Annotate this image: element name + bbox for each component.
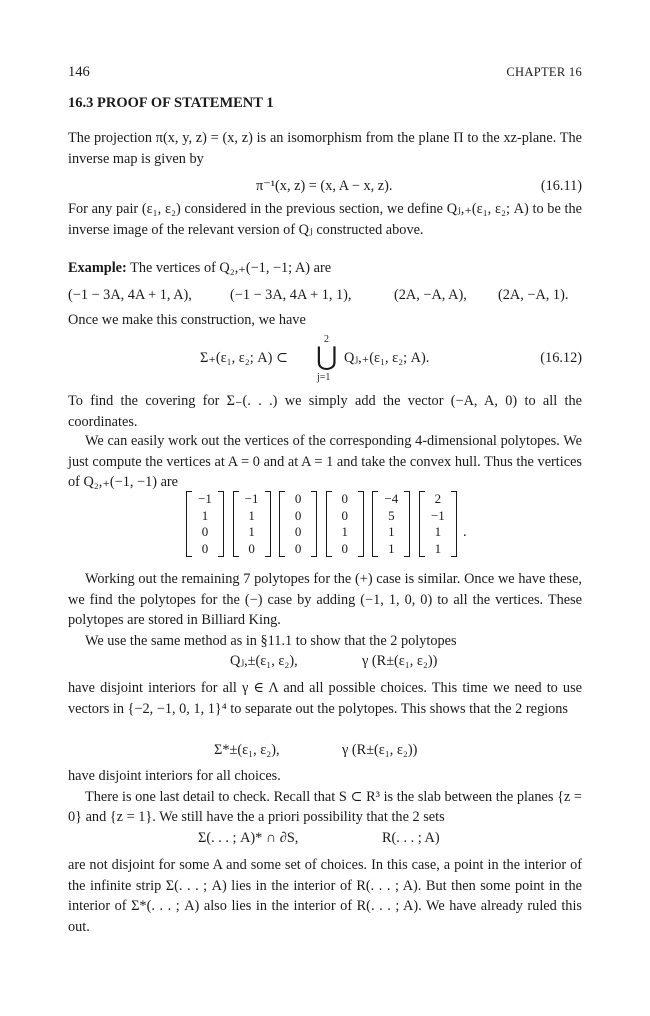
matrix-2: −1 1 1 0 (233, 491, 271, 557)
equation-polytopes (68, 651, 582, 673)
equation-number: (16.11) (540, 178, 582, 194)
matrix-6: 2 −1 1 1 (419, 491, 457, 557)
eq-lhs: Σ₊(ε₁, ε₂; A) ⊂ (200, 350, 288, 366)
paragraph-once: Once we make this construction, we have (68, 312, 306, 328)
eq-right: γ (R±(ε₁, ε₂)) (342, 742, 418, 758)
example-label: Example: (68, 260, 127, 276)
vertex-3: (2A, −A, A), (394, 287, 467, 303)
matrix-4: 0 0 1 0 (326, 491, 364, 557)
eq-right: R(. . . ; A) (382, 830, 440, 846)
paragraph-interiors: have disjoint interiors for all γ ∈ Λ and all possible choices. This time we need to use vectors in {−2, −1, 0, 1, 1}⁴ to separate out the polytopes. This shows that the 2 regions (68, 680, 582, 717)
example-heading (68, 258, 582, 279)
section-title: 16.3 PROOF OF STATEMENT 1 (68, 95, 274, 111)
equation-number: (16.12) (540, 350, 582, 366)
paragraph-vertices: We can easily work out the vertices of the corresponding 4-dimensional polytopes. We just compute the vertices at A = 0 and at A = 1 and take the convex hull. Thus the vertices of Q₂,₊(−1, −1) are (68, 433, 582, 490)
example-vertices (68, 285, 582, 307)
eq-rhs: Qⱼ,₊(ε₁, ε₂; A). (344, 350, 430, 366)
equation-regions (68, 740, 582, 762)
matrix-period: . (463, 524, 467, 540)
example-text: The vertices of Q₂,₊(−1, −1; A) are (130, 260, 332, 276)
page-number: 146 (68, 64, 90, 80)
eq-left: Σ*±(ε₁, ε₂), (214, 742, 280, 758)
vertex-matrices (186, 491, 462, 557)
eq-right: γ (R±(ε₁, ε₂)) (362, 653, 438, 669)
equation-sets (68, 828, 582, 850)
paragraph-last-detail: have disjoint interiors for all choices. There is one last detail to check. Recall that S ⊂ R³ is the slab between the planes {z = 0} and {z = 1}. We still have the a priori possibility that the 2 sets (68, 768, 582, 825)
equation-text: π⁻¹(x, z) = (x, A − x, z). (256, 178, 393, 194)
eq-left: Σ(. . . ; A)* ∩ ∂S, (198, 830, 299, 846)
vertex-2: (−1 − 3A, 4A + 1, 1), (230, 287, 352, 303)
paragraph-conclusion: are not disjoint for some A and some set of choices. In this case, a point in the interior of the infinite strip Σ(. . . ; A) lies in the interior of R(. . . ; A). But then some point in the interior of Σ*(. . . ; A) also lies in the interior of R(. . . ; A). We have already ruled this out. (68, 857, 582, 935)
paragraph-remaining: Working out the remaining 7 polytopes for the (+) case is similar. Once we have these, we find the polytopes for the (−) case by adding (−1, 1, 0, 0) to all the vertices. These polytopes are stored in Billiard King. We use the same method as in §11.1 to show that the 2 polytopes (68, 571, 582, 649)
matrix-3: 0 0 0 0 (279, 491, 317, 557)
paragraph-define-q: For any pair (ε₁, ε₂) considered in the previous section, we define Qⱼ,₊(ε₁, ε₂; A) to be the inverse image of the relevant version of Qⱼ constructed above. (68, 201, 582, 238)
paragraph-covering: To find the covering for Σ₋(. . .) we simply add the vector (−A, A, 0) to all the coordinates. (68, 393, 582, 430)
matrix-1: −1 1 0 0 (186, 491, 224, 557)
equation-16-11 (68, 176, 582, 198)
paragraph-projection: The projection π(x, y, z) = (x, z) is an isomorphism from the plane Π to the xz-plane. The inverse map is given by (68, 130, 582, 167)
vertex-1: (−1 − 3A, 4A + 1, A), (68, 287, 192, 303)
union-symbol: ⋃ (316, 342, 338, 371)
union-lower-limit: j=1 (317, 372, 331, 383)
union-upper-limit: 2 (324, 334, 329, 345)
eq-left: Qⱼ,±(ε₁, ε₂), (230, 653, 298, 669)
vertex-4: (2A, −A, 1). (498, 287, 569, 303)
equation-16-12 (68, 330, 582, 386)
running-header-chapter: CHAPTER 16 (506, 65, 582, 79)
matrix-5: −4 5 1 1 (372, 491, 410, 557)
